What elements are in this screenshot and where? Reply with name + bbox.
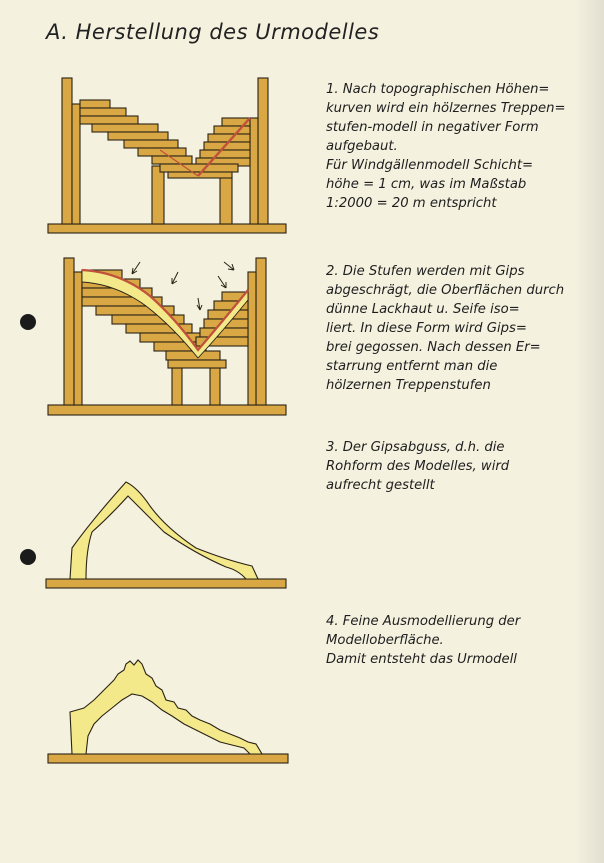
fig1-support-right (220, 176, 232, 224)
fig2-left-post-inner (74, 272, 82, 405)
step-1-line: 1. Nach topographischen Höhen= (326, 82, 550, 97)
fig2-right-post (256, 258, 266, 405)
step-2-line: starrung entfernt man die (326, 359, 498, 374)
fig1-step (108, 132, 168, 140)
fig2-left-post (64, 258, 74, 405)
step-2-line: hölzernen Treppenstufen (326, 378, 491, 393)
step-2-line: 2. Die Stufen werden mit Gips (326, 264, 525, 279)
fig3-base-board (46, 579, 286, 588)
step-1-line: stufen-modell in negativer Form (326, 120, 539, 135)
fig1-right-post-inner (250, 118, 258, 224)
fig1-step (80, 116, 138, 124)
fig1-base-board (48, 224, 286, 233)
step-4-text (326, 612, 598, 669)
step-1-text (326, 80, 598, 213)
step-2-line: brei gegossen. Nach dessen Er= (326, 340, 541, 355)
step-2-line: abgeschrägt, die Oberflächen durch (326, 283, 565, 298)
fig1-left-post-inner (72, 104, 80, 224)
step-1-line: kurven wird ein hölzernes Treppen= (326, 101, 566, 116)
fig1-step (214, 126, 250, 134)
fig2-right-post-inner (248, 272, 256, 405)
step-4-line: Modelloberfläche. (326, 633, 444, 648)
step-1-line: Für Windgällenmodell Schicht= (326, 158, 534, 173)
fig1-step (80, 108, 126, 116)
step-1-line: höhe = 1 cm, was im Maßstab (326, 177, 527, 192)
fig4-base-board (48, 754, 288, 763)
fig1-right-post (258, 78, 268, 224)
page-title: A. Herstellung des Urmodelles (46, 20, 380, 44)
step-3-line: 3. Der Gipsabguss, d.h. die (326, 440, 505, 455)
step-2-text (326, 262, 598, 395)
fig1-step (160, 164, 238, 172)
fig1-step (200, 150, 250, 158)
step-2-line: dünne Lackhaut u. Seife iso= (326, 302, 520, 317)
step-4-line: 4. Feine Ausmodellierung der (326, 614, 521, 629)
fig2-support-right (210, 368, 220, 405)
step-3-line: Rohform des Modelles, wird (326, 459, 510, 474)
step-1-line: aufgebaut. (326, 139, 398, 154)
fig1-left-post (62, 78, 72, 224)
step-3-line: aufrecht gestellt (326, 478, 435, 493)
step-1-line: 1:2000 = 20 m entspricht (326, 196, 497, 211)
page-edge-shadow (574, 0, 604, 863)
fig1-step (92, 124, 158, 132)
step-3-text (326, 438, 598, 495)
punch-hole (20, 314, 36, 330)
fig2-support-left (172, 368, 182, 405)
fig3-plaster-cast (70, 482, 258, 579)
step-2-line: liert. In diese Form wird Gips= (326, 321, 527, 336)
fig1-step (152, 156, 192, 164)
punch-hole (20, 549, 36, 565)
fig1-step (124, 140, 178, 148)
fig4-modelled-surface (70, 660, 262, 754)
fig1-support-left (152, 166, 164, 224)
step-4-line: Damit entsteht das Urmodell (326, 652, 517, 667)
fig2-base-board (48, 405, 286, 415)
fig2-step (168, 360, 226, 368)
fig1-step (80, 100, 110, 108)
